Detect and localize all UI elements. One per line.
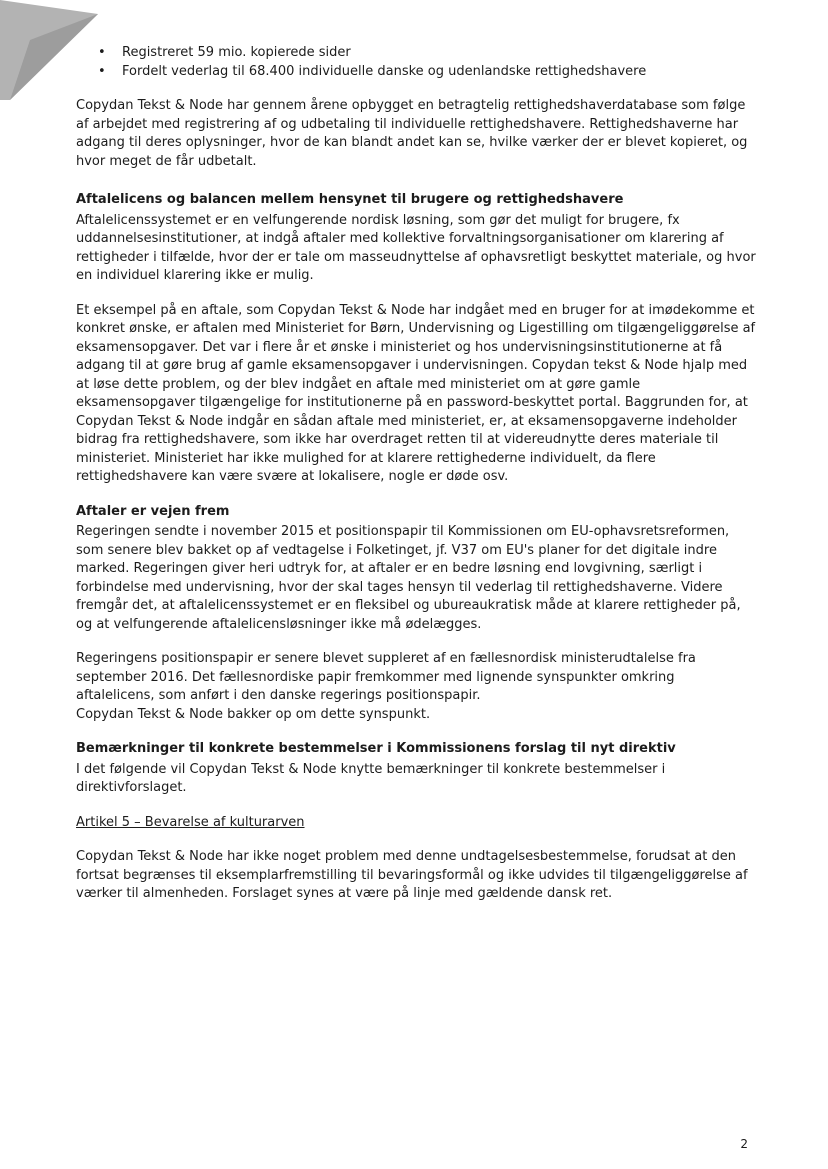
paragraph-positionspapir: Regeringens positionspapir er senere blevet suppleret af en fællesnordisk ministerudtalelse fra september 2016. Det fællesnordiske papir fremkommer med lignende synspunkter omkring aftalelicens, som anført i den danske regerings positionspapir. [76,651,696,703]
paragraph-intro: I det følgende vil Copydan Tekst & Node knytte bemærkninger til konkrete bestemmelser i direktivforslaget. [76,761,666,795]
paragraph-regeringen: Regeringen sendte i november 2015 et positionspapir til Kommissionen om EU-ophavsretsreformen, som senere blev bakket op af vedtagelse i Folketinget, jf. V37 om EU's planer for det digitale indre marked. Regeringen giver heri udtryk for, at aftaler er en bedre løsning end lovgivning, særligt i forbindelse med undervisning, hvor der skal tages hensyn til vederlag til rettighedshaverne. Videre fremgår det, at aftalelicenssystemet er en fleksibel og ubureaukratisk måde at klarere rettigheder på, og at velfungerende aftalelicensløsninger ikke må ødelægges. [76,524,741,632]
heading-aftaler: Aftaler er vejen frem [76,503,230,519]
paragraph-database: Copydan Tekst & Node har gennem årene opbygget en betragtelig rettighedshaverdatabase som følge af arbejdet med registrering af og udbetaling til individuelle rettighedshavere. Rettighedshaverne har adgang til deres oplysninger, hvor de kan blandt andet kan se, hvilke værker der er blevet kopieret, og hvor meget de får udbetalt. [76,98,748,169]
stats-list [76,44,756,81]
heading-bemaerkninger: Bemærkninger til konkrete bestemmelser i Kommissionens forslag til nyt direktiv [76,741,676,756]
page-number: 2 [740,1137,748,1151]
list-item: • Fordelt vederlag til 68.400 individuelle danske og udenlandske rettighedshavere [76,63,756,82]
paragraph-artikel-5: Copydan Tekst & Node har ikke noget problem med denne undtagelsesbestemmelse, forudsat at den fortsat begrænses til eksemplarfremstilling til bevaringsformål og ikke udvides til tilgængeliggørelse af værker til almenheden. Forslaget synes at være på linje med gældende dansk ret. [76,849,748,901]
heading-aftalelicens: Aftalelicens og balancen mellem hensynet til brugere og rettighedshavere [76,192,624,207]
article-5-heading: Artikel 5 – Bevarelse af kulturarven [76,814,305,830]
document-body [76,44,756,904]
paragraph-synspunkt: Copydan Tekst & Node bakker op om dette synspunkt. [76,706,431,722]
paragraph-aftalelicens: Aftalelicenssystemet er en velfungerende nordisk løsning, som gør det muligt for brugere, fx uddannelsesinstitutioner, at indgå aftaler med kollektive forvaltningsorganisationer om klarering af rettigheder i tilfælde, hvor der er tale om masseudnyttelse af ophavsretligt beskyttet materiale, og hvor en individuel klarering ikke er mulig. [76,212,756,283]
list-item: • Registreret 59 mio. kopierede sider [76,44,756,63]
paragraph-example: Et eksempel på en aftale, som Copydan Tekst & Node har indgået med en bruger for at imødekomme et konkret ønske, er aftalen med Ministeriet for Børn, Undervisning og Ligestilling om tilgængeliggørelse af eksamensopgaver. Det var i flere år et ønske i ministeriet og hos undervisningsinstitutionerne at få adgang til at gøre brug af gamle eksamensopgaver i undervisningen. Copydan tekst & Node hjalp med at løse dette problem, og der blev indgået en aftale med ministeriet om at gøre gamle eksamensopgaver tilgængelige for institutionerne på en password-beskyttet portal. Baggrunden for, at Copydan Tekst & Node indgår en sådan aftale med ministeriet, er, at eksamensopgaverne indeholder bidrag fra rettighedshavere, som ikke har overdraget retten til at videreudnytte deres materiale til ministeriet. Ministeriet har ikke mulighed for at klarere rettighederne individuelt, da flere rettighedshavere kan være svære at lokalisere, nogle er døde osv. [76,302,756,484]
